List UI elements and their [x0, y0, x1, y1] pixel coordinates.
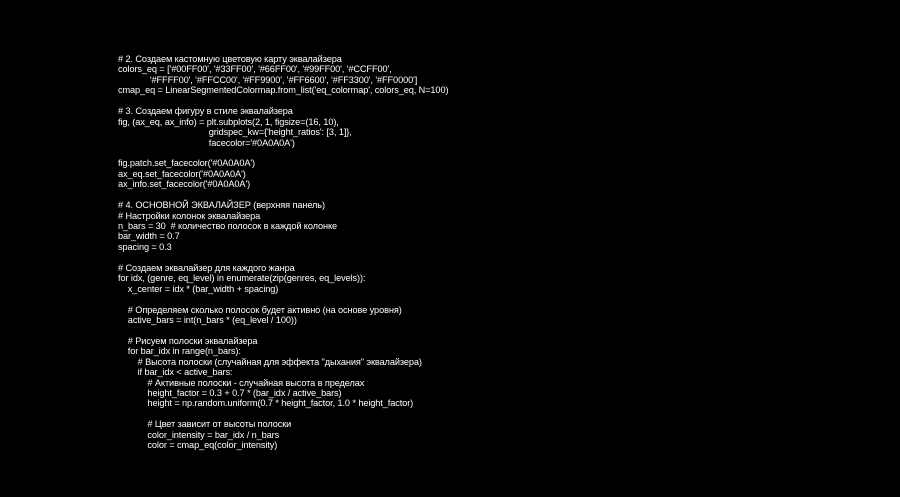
- code-line: height = np.random.uniform(0.7 * height_factor, 1.0 * height_factor): [118, 398, 414, 409]
- code-line: ax_eq.set_facecolor('#0A0A0A'): [118, 168, 246, 179]
- code-line: x_center = idx * (bar_width + spacing): [118, 283, 279, 294]
- code-line: [118, 409, 878, 419]
- code-line: cmap_eq = LinearSegmentedColormap.from_list('eq_colormap', colors_eq, N=100): [118, 85, 449, 96]
- code-line: spacing = 0.3: [118, 241, 172, 252]
- code-line: for bar_idx in range(n_bars):: [118, 346, 241, 357]
- code-line: # Настройки колонок эквалайзера: [118, 210, 261, 221]
- code-line: # Рисуем полоски эквалайзера: [118, 335, 258, 346]
- code-line: # Активные полоски - случайная высота в пределах: [118, 377, 365, 388]
- code-line: [118, 96, 878, 106]
- code-line: active_bars = int(n_bars * (eq_level / 100)): [118, 314, 297, 325]
- code-editor[interactable]: [118, 54, 878, 451]
- code-line: [118, 294, 878, 304]
- code-line: [118, 190, 878, 200]
- code-line: n_bars = 30 # количество полосок в каждой колонке: [118, 221, 338, 231]
- code-line: [118, 148, 878, 158]
- code-line: for idx, (genre, eq_level) in enumerate(zip(genres, eq_levels)):: [118, 273, 366, 284]
- code-line: facecolor='#0A0A0A'): [118, 137, 295, 148]
- code-line: # 2. Создаем кастомную цветовую карту эквалайзера: [118, 54, 342, 64]
- code-line: '#FFFF00', '#FFCC00', '#FF9900', '#FF6600', '#FF3300', '#FF0000']: [118, 74, 418, 85]
- code-line: color_intensity = bar_idx / n_bars: [118, 429, 280, 440]
- code-line: fig, (ax_eq, ax_info) = plt.subplots(2, 1, figsize=(16, 10),: [118, 116, 339, 127]
- code-line: fig.patch.set_facecolor('#0A0A0A'): [118, 158, 255, 169]
- code-line: # Создаем эквалайзер для каждого жанра: [118, 262, 295, 273]
- code-line: color = cmap_eq(color_intensity): [118, 440, 278, 451]
- code-line: if bar_idx < active_bars:: [118, 367, 233, 378]
- code-line: [118, 325, 878, 335]
- code-line: # Высота полоски (случайная для эффекта "дыхания" эквалайзера): [118, 356, 422, 367]
- code-line: gridspec_kw={'height_ratios': [3, 1]},: [118, 127, 352, 138]
- code-line: ax_info.set_facecolor('#0A0A0A'): [118, 179, 251, 190]
- code-line: # Определяем сколько полосок будет активно (на основе уровня): [118, 304, 402, 315]
- code-line: # 4. ОСНОВНОЙ ЭКВАЛАЙЗЕР (верхняя панель): [118, 200, 325, 211]
- code-line: colors_eq = ['#00FF00', '#33FF00', '#66FF00', '#99FF00', '#CCFF00',: [118, 64, 392, 75]
- code-line: [118, 252, 878, 262]
- code-line: # Цвет зависит от высоты полоски: [118, 419, 292, 430]
- code-line: # 3. Создаем фигуру в стиле эквалайзера: [118, 106, 293, 117]
- code-line: height_factor = 0.3 + 0.7 * (bar_idx / active_bars): [118, 388, 342, 398]
- code-line: bar_width = 0.7: [118, 231, 180, 242]
